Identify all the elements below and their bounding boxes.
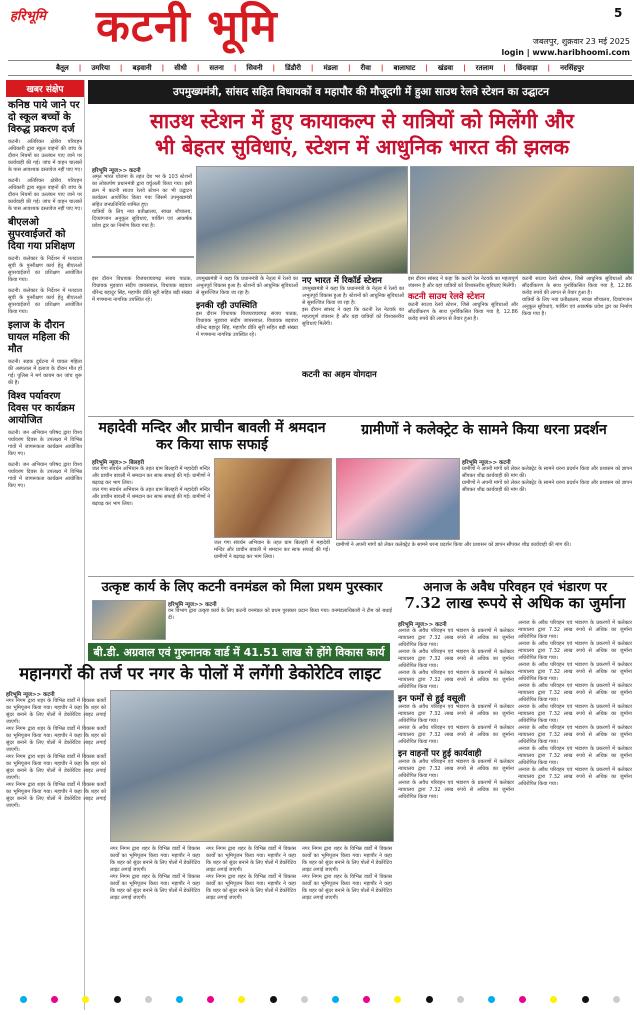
- black-dot: [114, 996, 121, 1003]
- column-header: खबर संक्षेप: [6, 80, 84, 97]
- story5-col1: [398, 620, 514, 801]
- protest-photo: [336, 458, 460, 540]
- headline-line: 7.32 लाख रूपये से अधिक का जुर्माना: [404, 594, 626, 612]
- article-text: उपमुख्यमंत्री ने कहा कि प्रधानमंत्री के नेतृत्व में रेलवे का अभूतपूर्व विकास हुआ है। स्टेशनों को आधुनिक सुविधाओं से सुसज्जित किया जा रहा है।: [196, 276, 298, 296]
- gray-dot: [145, 996, 152, 1003]
- article-text: नगर निगम द्वारा शहर के विभिन्न वार्डों में विकास कार्यों का भूमिपूजन किया गया। महापौर ने कहा कि शहर को सुंदर बनाने के लिए पोलों में डेकोरेटिव लाइट लगाई जाएगी।: [6, 754, 106, 781]
- story5-col2: [518, 620, 632, 788]
- website-link[interactable]: login | www.haribhoomi.com: [501, 48, 630, 57]
- article-text: ग्रामीणों ने अपनी मांगों को लेकर कलेक्ट्रेट के सामने धरना प्रदर्शन किया और प्रशासन को ज्ञापन सौंपकर शीघ्र कार्यवाही की मांग की।: [336, 542, 571, 548]
- brief-text: कटनी। सड़क दुर्घटना में घायल महिला की अस्पताल में इलाज के दौरान मौत हो गई। पुलिस ने मर्ग कायम कर जांच शुरू की है।: [8, 359, 82, 386]
- story6-col4: [302, 846, 392, 902]
- brief-text: कटनी। जन अभियान परिषद द्वारा विश्व पर्यावरण दिवस के उपलक्ष्य में विभिन्न गांवों में जागरूकता कार्यक्रम आयोजित किए गए।: [8, 462, 82, 489]
- brief-text: कटनी। जन अभियान परिषद द्वारा विश्व पर्यावरण दिवस के उपलक्ष्य में विभिन्न गांवों में जागरूकता कार्यक्रम आयोजित किए गए।: [8, 430, 82, 457]
- article-text: कटनी साउथ रेलवे स्टेशन, जिसे आधुनिक सुविधाओं और सौंदर्यीकरण के साथ पुनर्विकसित किया गया है, 12.86 करोड़ रुपये की लागत से तैयार हुआ है।: [408, 302, 518, 322]
- magenta-dot: [51, 996, 58, 1003]
- article-text: अनाज के अवैध परिवहन एवं भंडारण के प्रकरणों में कलेक्टर न्यायालय द्वारा 7.32 लाख रुपये से अधिक का जुर्माना अधिरोपित किया गया।: [398, 759, 514, 779]
- lead-column-1: [92, 166, 192, 230]
- story-headline: [398, 578, 632, 612]
- byline: हरिभूमि न्यूज>> कटनी: [462, 460, 511, 466]
- article-text: नगर निगम द्वारा शहर के विभिन्न वार्डों में विकास कार्यों का भूमिपूजन किया गया। महापौर ने कहा कि शहर को सुंदर बनाने के लिए पोलों में डेकोरेटिव लाइट लगाई जाएगी।: [6, 782, 106, 809]
- station-inauguration-photo: [196, 166, 408, 274]
- article-text: इस दौरान सांसद ने कहा कि कटनी रेल नेटवर्क का महत्वपूर्ण जंक्शन है और यहां यात्रियों को विश्वस्तरीय सुविधाएं मिलेंगी।: [302, 307, 404, 327]
- black-dot: [582, 996, 589, 1003]
- lead-column-3: [302, 276, 404, 328]
- black-dot: [426, 996, 433, 1003]
- article-text: जल गंगा संवर्धन अभियान के तहत ग्राम बिलहरी में महादेवी मन्दिर और प्राचीन बावली में श्रमदान कर साफ सफाई की गई। ग्रामीणों ने बढ़चढ़ कर भाग लिया।: [214, 540, 330, 560]
- article-text: जल गंगा संवर्धन अभियान के तहत ग्राम बिलहरी में महादेवी मन्दिर और प्राचीन बावली में श्रमदान कर साफ सफाई की गई। ग्रामीणों ने बढ़चढ़ कर भाग लिया।: [92, 466, 210, 486]
- article-text: नगर निगम द्वारा शहर के विभिन्न वार्डों में विकास कार्यों का भूमिपूजन किया गया। महापौर ने कहा कि शहर को सुंदर बनाने के लिए पोलों में डेकोरेटिव लाइट लगाई जाएगी।: [110, 846, 201, 873]
- lead-headline: [92, 108, 632, 160]
- article-text: कटनी साउथ रेलवे स्टेशन, जिसे आधुनिक सुविधाओं और सौंदर्यीकरण के साथ पुनर्विकसित किया गया है, 12.86 करोड़ रुपये की लागत से तैयार हुआ है।: [522, 276, 632, 296]
- nav-item[interactable]: बड़वानी: [132, 63, 152, 72]
- section-subhead: इन वाहनों पर हुई कार्यवाही: [398, 749, 482, 759]
- nav-item[interactable]: नरसिंहपुर: [560, 63, 584, 72]
- article-text: अनाज के अवैध परिवहन एवं भंडारण के प्रकरणों में कलेक्टर न्यायालय द्वारा 7.32 लाख रुपये से अधिक का जुर्माना अधिरोपित किया गया।: [518, 683, 632, 703]
- nav-item[interactable]: रीवा: [360, 63, 371, 72]
- story-headline: महादेवी मन्दिर और प्राचीन बावली में श्रमदान कर किया साफ सफाई: [98, 420, 326, 453]
- cleanup-photo: [214, 458, 332, 538]
- cyan-dot: [20, 996, 27, 1003]
- brief-title: इलाज के दौरान घायल महिला की मौत: [8, 320, 70, 355]
- ward-event-photo: [110, 690, 394, 842]
- story-headline: ग्रामीणों ने कलेक्ट्रेट के सामने किया धरना प्रदर्शन: [361, 422, 607, 438]
- brand-logo: हरिभूमि: [10, 9, 46, 24]
- article-text: नगर निगम द्वारा शहर के विभिन्न वार्डों में विकास कार्यों का भूमिपूजन किया गया। महापौर ने कहा कि शहर को सुंदर बनाने के लिए पोलों में डेकोरेटिव लाइट लगाई जाएगी।: [206, 874, 297, 901]
- section-subhead: इन फर्मों से हुई वसूली: [398, 694, 466, 704]
- article-text: ग्रामीणों ने अपनी मांगों को लेकर कलेक्ट्रेट के सामने धरना प्रदर्शन किया और प्रशासन को ज्ञापन सौंपकर शीघ्र कार्यवाही की मांग की।: [462, 466, 632, 479]
- dateline: जबलपुर, शुक्रवार 23 मई 2025: [532, 37, 630, 46]
- nav-item[interactable]: सीधी: [174, 63, 187, 72]
- byline: हरिभूमि न्यूज>> कटनी: [6, 692, 55, 698]
- brief-text: कटनी। कलेक्टर के निर्देशन में मतदाता सूची के पुनरीक्षण कार्य हेतु बीएलओ सुपरवाईजरों का प्रशिक्षण आयोजित किया गया।: [8, 256, 82, 283]
- article-text: नगर निगम द्वारा शहर के विभिन्न वार्डों में विकास कार्यों का भूमिपूजन किया गया। महापौर ने कहा कि शहर को सुंदर बनाने के लिए पोलों में डेकोरेटिव लाइट लगाई जाएगी।: [206, 846, 297, 873]
- article-text: उपमुख्यमंत्री ने कहा कि प्रधानमंत्री के नेतृत्व में रेलवे का अभूतपूर्व विकास हुआ है। स्टेशनों को आधुनिक सुविधाओं से सुसज्जित किया जा रहा है।: [302, 286, 404, 306]
- story-strap: बी.डी. अग्रवाल एवं गुरुनानक वार्ड में 41.51 लाख से होंगे विकास कार्य: [88, 643, 390, 661]
- article-text: अनाज के अवैध परिवहन एवं भंडारण के प्रकरणों में कलेक्टर न्यायालय द्वारा 7.32 लाख रुपये से अधिक का जुर्माना अधिरोपित किया गया।: [518, 746, 632, 766]
- brief-title: विश्व पर्यावरण दिवस पर कार्यक्रम आयोजित: [8, 391, 75, 426]
- cyan-dot: [332, 996, 339, 1003]
- yellow-dot: [82, 996, 89, 1003]
- article-text: नगर निगम द्वारा शहर के विभिन्न वार्डों में विकास कार्यों का भूमिपूजन किया गया। महापौर ने कहा कि शहर को सुंदर बनाने के लिए पोलों में डेकोरेटिव लाइट लगाई जाएगी।: [6, 726, 106, 753]
- headline-line: अनाज के अवैध परिवहन एवं भंडारण पर: [423, 579, 607, 594]
- nav-item[interactable]: उमरिया: [91, 63, 110, 72]
- cyan-dot: [488, 996, 495, 1003]
- lead-column-2: [196, 276, 298, 339]
- gray-dot: [613, 996, 620, 1003]
- headline-line: साउथ स्टेशन में हुए कायाकल्प से यात्रियों को मिलेंगी और: [150, 109, 574, 133]
- lead-column-4: [408, 276, 518, 323]
- section-subhead: कटनी साउथ रेलवे स्टेशन: [408, 292, 485, 302]
- black-dot: [270, 996, 277, 1003]
- print-registration-marks: [20, 996, 620, 1006]
- magenta-dot: [519, 996, 526, 1003]
- article-text: ग्रामीणों ने अपनी मांगों को लेकर कलेक्ट्रेट के सामने धरना प्रदर्शन किया और प्रशासन को ज्ञापन सौंपकर शीघ्र कार्यवाही की मांग की।: [462, 480, 632, 493]
- yellow-dot: [550, 996, 557, 1003]
- story2-text-b: [214, 540, 330, 561]
- spacer: [92, 256, 194, 258]
- lead-strap: उपमुख्यमंत्री, सांसद सहित विधायकों व महापौर की मौजूदगी में हुआ साउथ रेलवे स्टेशन का उद्घाटन: [88, 80, 634, 104]
- article-text: इस दौरान सांसद ने कहा कि कटनी रेल नेटवर्क का महत्वपूर्ण जंक्शन है और यहां यात्रियों को विश्वस्तरीय सुविधाएं मिलेंगी।: [408, 276, 518, 289]
- yellow-dot: [238, 996, 245, 1003]
- story6-col3: [206, 846, 296, 902]
- nav-item[interactable]: रतलाम: [475, 63, 494, 72]
- divider: [88, 416, 634, 417]
- story3-text-b: [336, 542, 632, 549]
- article-text: नगर निगम द्वारा शहर के विभिन्न वार्डों में विकास कार्यों का भूमिपूजन किया गया। महापौर ने कहा कि शहर को सुंदर बनाने के लिए पोलों में डेकोरेटिव लाइट लगाई जाएगी।: [302, 874, 393, 901]
- news-brief-column: [6, 80, 85, 1010]
- station-crowd-photo: [410, 166, 634, 274]
- article-text: अनाज के अवैध परिवहन एवं भंडारण के प्रकरणों में कलेक्टर न्यायालय द्वारा 7.32 लाख रुपये से अधिक का जुर्माना अधिरोपित किया गया।: [398, 628, 514, 648]
- brief-title: कनिष्ठ पाये जाने पर दो स्कूल बच्चों के विरुद्ध प्रकरण दर्ज: [8, 100, 80, 135]
- article-text: अनाज के अवैध परिवहन एवं भंडारण के प्रकरणों में कलेक्टर न्यायालय द्वारा 7.32 लाख रुपये से अधिक का जुर्माना अधिरोपित किया गया।: [398, 704, 514, 724]
- section-subhead: कटनी का अहम योगदान: [302, 370, 377, 380]
- nav-item[interactable]: डिंडौरी: [285, 63, 301, 72]
- story3-text: [462, 458, 632, 494]
- story6-col2: [110, 846, 200, 902]
- article-text: अनाज के अवैध परिवहन एवं भंडारण के प्रकरणों में कलेक्टर न्यायालय द्वारा 7.32 लाख रुपये से अधिक का जुर्माना अधिरोपित किया गया।: [518, 704, 632, 724]
- headline-line: भी बेहतर सुविधाएं, स्टेशन में आधुनिक भारत की झलक: [154, 135, 570, 159]
- divider: [88, 576, 634, 577]
- article-text: अमृत भारत योजना के तहत देश भर के 103 स्टेशनों का लोकार्पण प्रधानमंत्री द्वारा वर्चुअली किया गया। इसी क्रम में कटनी साउथ रेलवे स्टेशन का भी उद्घाटन कार्यक्रम आयोजित किया गया जिसमें उपमुख्यमंत्री सहित जनप्रतिनिधि शामिल हुए।: [92, 174, 192, 208]
- lead-subhead-box: [302, 370, 402, 380]
- lead-column-5: [522, 276, 632, 318]
- cyan-dot: [176, 996, 183, 1003]
- lead-column-1b: [92, 276, 192, 304]
- article-text: वन विभाग द्वारा उत्कृष्ट कार्य के लिए कटनी वनमंडल को प्रथम पुरस्कार प्रदान किया गया। वनमंडलाधिकारी ने टीम को बधाई दी।: [168, 608, 392, 621]
- nav-item[interactable]: मंडला: [323, 63, 338, 72]
- article-text: अनाज के अवैध परिवहन एवं भंडारण के प्रकरणों में कलेक्टर न्यायालय द्वारा 7.32 लाख रुपये से अधिक का जुर्माना अधिरोपित किया गया।: [518, 620, 632, 640]
- article-text: अनाज के अवैध परिवहन एवं भंडारण के प्रकरणों में कलेक्टर न्यायालय द्वारा 7.32 लाख रुपये से अधिक का जुर्माना अधिरोपित किया गया।: [398, 670, 514, 690]
- gray-dot: [301, 996, 308, 1003]
- article-text: अनाज के अवैध परिवहन एवं भंडारण के प्रकरणों में कलेक्टर न्यायालय द्वारा 7.32 लाख रुपये से अधिक का जुर्माना अधिरोपित किया गया।: [398, 725, 514, 745]
- nav-item[interactable]: बैतूल: [56, 63, 69, 72]
- nav-item[interactable]: बालाघाट: [393, 63, 416, 72]
- magenta-dot: [363, 996, 370, 1003]
- magenta-dot: [207, 996, 214, 1003]
- brief-title: बीएलओ सुपरवाईजरों को दिया गया प्रशिक्षण: [8, 217, 75, 252]
- section-subhead: नए भारत में रिकॉर्ड स्टेशन: [302, 276, 382, 286]
- story4-text: [168, 600, 392, 622]
- article-text: नगर निगम द्वारा शहर के विभिन्न वार्डों में विकास कार्यों का भूमिपूजन किया गया। महापौर ने कहा कि शहर को सुंदर बनाने के लिए पोलों में डेकोरेटिव लाइट लगाई जाएगी।: [302, 846, 393, 873]
- article-text: इस दौरान विधायक विजयराघवगढ़ संजय पाठक, विधायक मुड़वारा संदीप जायसवाल, विधायक बड़वारा धीरेन्द्र बहादुर सिंह, महापौर प्रीति सूरी सहित बड़ी संख्या में गणमान्य नागरिक उपस्थित रहे।: [92, 276, 192, 303]
- story2-text: [92, 458, 210, 508]
- page-title: कटनी भूमि: [96, 1, 278, 52]
- page-number: 5: [614, 6, 623, 20]
- award-photo: [92, 600, 166, 640]
- byline: हरिभूमि न्यूज>> बिलहरी: [92, 460, 145, 466]
- article-text: अनाज के अवैध परिवहन एवं भंडारण के प्रकरणों में कलेक्टर न्यायालय द्वारा 7.32 लाख रुपये से अधिक का जुर्माना अधिरोपित किया गया।: [518, 662, 632, 682]
- yellow-dot: [394, 996, 401, 1003]
- story6-col1: [6, 690, 106, 810]
- nav-item[interactable]: सिवनी: [246, 63, 263, 72]
- gray-dot: [457, 996, 464, 1003]
- article-text: अनाज के अवैध परिवहन एवं भंडारण के प्रकरणों में कलेक्टर न्यायालय द्वारा 7.32 लाख रुपये से अधिक का जुर्माना अधिरोपित किया गया।: [518, 725, 632, 745]
- byline: हरिभूमि न्यूज>> कटनी: [398, 622, 447, 628]
- brief-text: कटनी। अतिरिक्त क्षेत्रीय परिवहन अधिकारी द्वारा स्कूल वाहनों की जांच के दौरान नियमों का उल्लंघन पाए जाने पर कार्यवाही की गई। जांच में वाहन चालकों के पास आवश्यक दस्तावेज नहीं पाए गए।: [8, 178, 82, 212]
- byline: हरिभूमि न्यूज>> कटनी: [168, 602, 217, 608]
- article-text: जल गंगा संवर्धन अभियान के तहत ग्राम बिलहरी में महादेवी मन्दिर और प्राचीन बावली में श्रमदान कर साफ सफाई की गई। ग्रामीणों ने बढ़चढ़ कर भाग लिया।: [92, 487, 210, 507]
- article-text: इस दौरान विधायक विजयराघवगढ़ संजय पाठक, विधायक मुड़वारा संदीप जायसवाल, विधायक बड़वारा धीरेन्द्र बहादुर सिंह, महापौर प्रीति सूरी सहित बड़ी संख्या में गणमान्य नागरिक उपस्थित रहे।: [196, 311, 298, 338]
- article-text: नगर निगम द्वारा शहर के विभिन्न वार्डों में विकास कार्यों का भूमिपूजन किया गया। महापौर ने कहा कि शहर को सुंदर बनाने के लिए पोलों में डेकोरेटिव लाइट लगाई जाएगी।: [6, 698, 106, 725]
- nav-item[interactable]: सतना: [209, 63, 224, 72]
- byline: हरिभूमि न्यूज>> कटनी: [92, 168, 141, 174]
- brief-text: कटनी। अतिरिक्त क्षेत्रीय परिवहन अधिकारी द्वारा स्कूल वाहनों की जांच के दौरान नियमों का उल्लंघन पाए जाने पर कार्यवाही की गई। जांच में वाहन चालकों के पास आवश्यक दस्तावेज नहीं पाए गए।: [8, 139, 82, 173]
- nav-item[interactable]: खंडवा: [437, 63, 454, 72]
- article-text: अनाज के अवैध परिवहन एवं भंडारण के प्रकरणों में कलेक्टर न्यायालय द्वारा 7.32 लाख रुपये से अधिक का जुर्माना अधिरोपित किया गया।: [398, 780, 514, 800]
- article-text: यात्रियों के लिए नया प्रतीक्षालय, स्वच्छ शौचालय, दिव्यांगजन अनुकूल सुविधाएं, पार्किंग एवं आकर्षक प्रवेश द्वार का निर्माण किया गया है।: [92, 209, 192, 229]
- article-text: अनाज के अवैध परिवहन एवं भंडारण के प्रकरणों में कलेक्टर न्यायालय द्वारा 7.32 लाख रुपये से अधिक का जुर्माना अधिरोपित किया गया।: [518, 767, 632, 787]
- story-headline: उत्कृष्ट कार्य के लिए कटनी वनमंडल को मिला प्रथम पुरस्कार: [101, 580, 383, 595]
- nav-item[interactable]: छिंदवाड़ा: [515, 63, 538, 72]
- brief-text: कटनी। कलेक्टर के निर्देशन में मतदाता सूची के पुनरीक्षण कार्य हेतु बीएलओ सुपरवाईजरों का प्रशिक्षण आयोजित किया गया।: [8, 288, 82, 315]
- article-text: यात्रियों के लिए नया प्रतीक्षालय, स्वच्छ शौचालय, दिव्यांगजन अनुकूल सुविधाएं, पार्किंग एवं आकर्षक प्रवेश द्वार का निर्माण किया गया है।: [522, 297, 632, 317]
- story-headline: महानगरों की तर्ज पर नगर के पोलों में लगेंगी डेकोरेटिव लाइट: [19, 664, 381, 683]
- article-text: नगर निगम द्वारा शहर के विभिन्न वार्डों में विकास कार्यों का भूमिपूजन किया गया। महापौर ने कहा कि शहर को सुंदर बनाने के लिए पोलों में डेकोरेटिव लाइट लगाई जाएगी।: [110, 874, 201, 901]
- district-nav: बैतूल | उमरिया | बड़वानी | सीधी | सतना | सिवनी | डिंडौरी | मंडला | रीवा | बालाघाट | खंडवा | रतलाम | छिंदवाड़ा | नरसिंहपुर: [8, 60, 632, 76]
- article-text: अनाज के अवैध परिवहन एवं भंडारण के प्रकरणों में कलेक्टर न्यायालय द्वारा 7.32 लाख रुपये से अधिक का जुर्माना अधिरोपित किया गया।: [398, 649, 514, 669]
- article-text: अनाज के अवैध परिवहन एवं भंडारण के प्रकरणों में कलेक्टर न्यायालय द्वारा 7.32 लाख रुपये से अधिक का जुर्माना अधिरोपित किया गया।: [518, 641, 632, 661]
- section-subhead: इनकी रही उपस्थिति: [196, 301, 258, 311]
